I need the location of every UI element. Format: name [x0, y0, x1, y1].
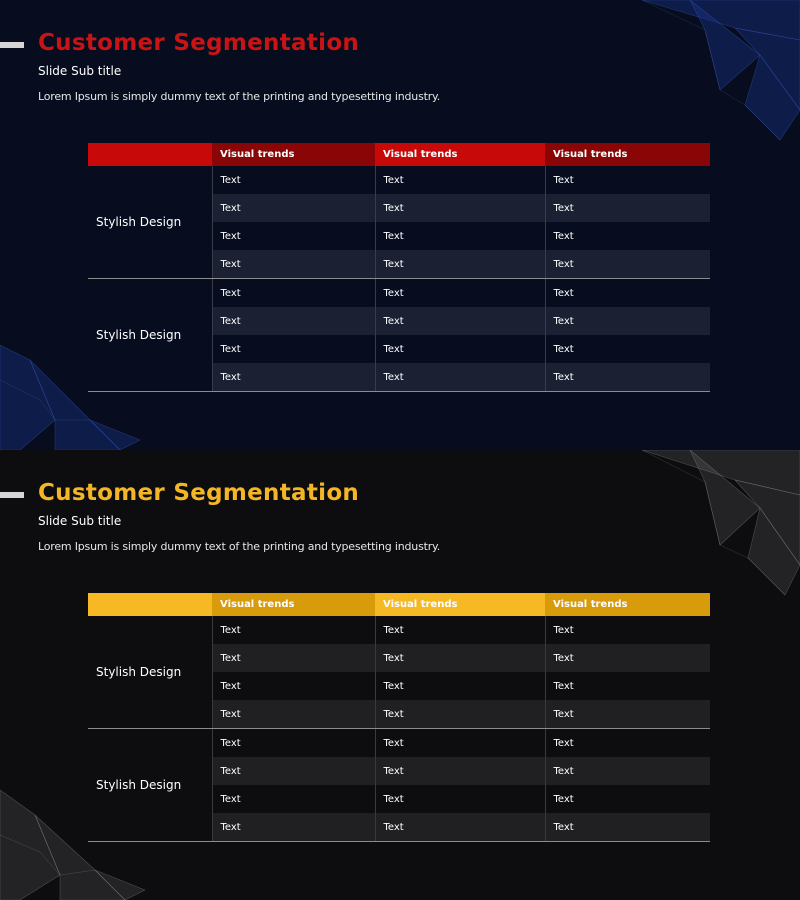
header-cell: Visual trends: [212, 143, 375, 166]
table-cell: Text: [212, 729, 375, 758]
title-accent-bar: [0, 42, 24, 48]
header-cell: [88, 143, 212, 166]
table-cell: Text: [545, 813, 710, 842]
table-cell: Text: [212, 363, 375, 392]
table-cell: Text: [375, 166, 545, 194]
slide-2: [0, 450, 800, 900]
table-cell: Text: [212, 279, 375, 308]
table-cell: Text: [375, 785, 545, 813]
table-cell: Text: [545, 279, 710, 308]
table-cell: Text: [545, 672, 710, 700]
table-cell: Text: [212, 757, 375, 785]
table-cell: Text: [375, 250, 545, 279]
table-cell: Text: [545, 700, 710, 729]
table-cell: Text: [212, 307, 375, 335]
header-cell: Visual trends: [375, 593, 545, 616]
table-cell: Text: [545, 307, 710, 335]
group-label: Stylish Design: [88, 279, 212, 392]
group-label: Stylish Design: [88, 616, 212, 729]
table-cell: Text: [375, 194, 545, 222]
table-cell: Text: [545, 363, 710, 392]
table-cell: Text: [545, 785, 710, 813]
slide-description: Lorem Ipsum is simply dummy text of the printing and typesetting industry.: [38, 90, 441, 103]
table-cell: Text: [212, 785, 375, 813]
table-row: [88, 279, 710, 308]
slide-title: Customer Segmentation: [38, 480, 360, 506]
table-cell: Text: [375, 729, 545, 758]
segmentation-table: [88, 593, 710, 842]
header-cell: Visual trends: [545, 593, 710, 616]
table-cell: Text: [212, 644, 375, 672]
slide-description: Lorem Ipsum is simply dummy text of the printing and typesetting industry.: [38, 540, 441, 553]
table-header-row: [88, 593, 710, 616]
table-cell: Text: [375, 813, 545, 842]
table-cell: Text: [545, 644, 710, 672]
table-cell: Text: [375, 222, 545, 250]
slide-title: Customer Segmentation: [38, 30, 360, 56]
table-cell: Text: [545, 194, 710, 222]
table-cell: Text: [375, 363, 545, 392]
header-cell: Visual trends: [375, 143, 545, 166]
table-cell: Text: [212, 194, 375, 222]
table-cell: Text: [375, 700, 545, 729]
table-cell: Text: [212, 672, 375, 700]
table-cell: Text: [545, 250, 710, 279]
table-cell: Text: [212, 616, 375, 644]
table-cell: Text: [545, 166, 710, 194]
table-cell: Text: [375, 616, 545, 644]
table-cell: Text: [212, 813, 375, 842]
table-header-row: [88, 143, 710, 166]
title-accent-bar: [0, 492, 24, 498]
segmentation-table: [88, 143, 710, 392]
table-cell: Text: [212, 335, 375, 363]
slide-subtitle: Slide Sub title: [38, 64, 122, 78]
header-cell: Visual trends: [212, 593, 375, 616]
table-cell: Text: [545, 729, 710, 758]
table-cell: Text: [545, 335, 710, 363]
table-cell: Text: [375, 307, 545, 335]
slide-subtitle: Slide Sub title: [38, 514, 122, 528]
table-cell: Text: [375, 672, 545, 700]
header-cell: [88, 593, 212, 616]
table-cell: Text: [545, 757, 710, 785]
table-cell: Text: [545, 616, 710, 644]
table-row: [88, 729, 710, 758]
table-cell: Text: [375, 335, 545, 363]
table-cell: Text: [212, 222, 375, 250]
table-row: [88, 616, 710, 644]
group-label: Stylish Design: [88, 166, 212, 279]
table-cell: Text: [212, 166, 375, 194]
header-cell: Visual trends: [545, 143, 710, 166]
table-cell: Text: [212, 700, 375, 729]
table-row: [88, 166, 710, 194]
table-cell: Text: [545, 222, 710, 250]
table-cell: Text: [375, 279, 545, 308]
group-label: Stylish Design: [88, 729, 212, 842]
table-cell: Text: [212, 250, 375, 279]
table-cell: Text: [375, 644, 545, 672]
table-cell: Text: [375, 757, 545, 785]
